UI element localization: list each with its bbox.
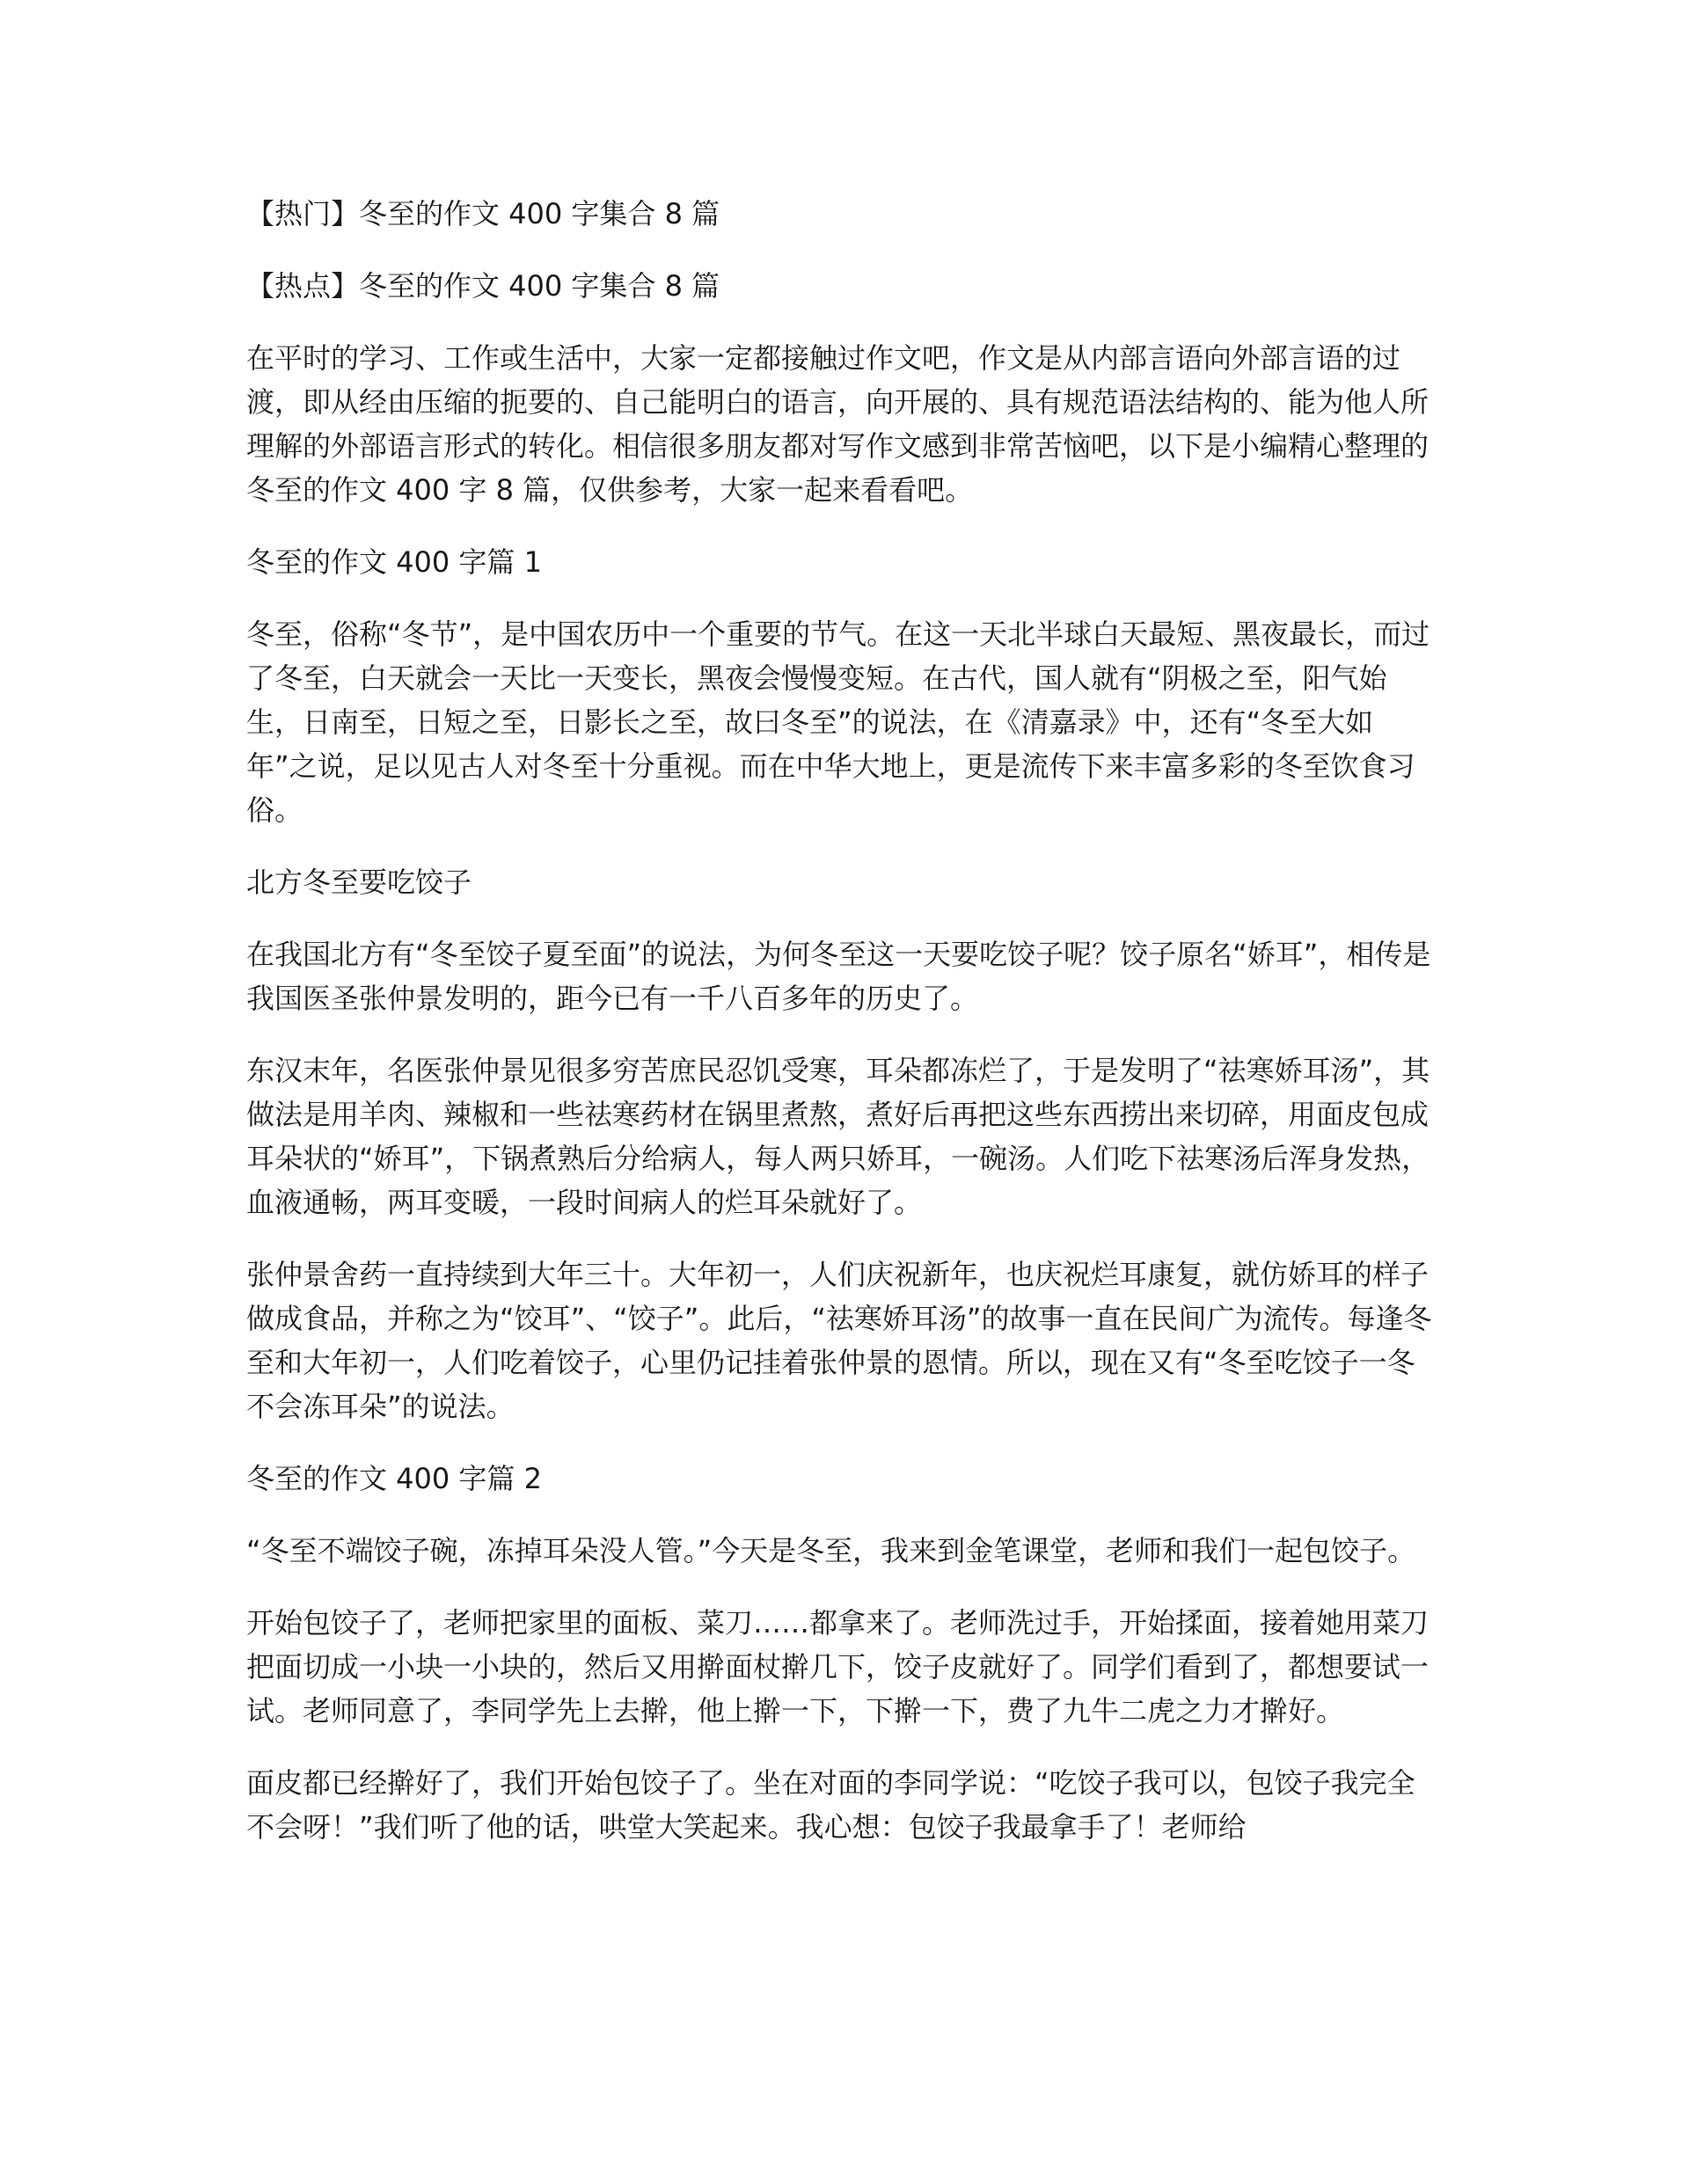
document-title-2: 【热点】冬至的作文 400 字集合 8 篇 [246, 269, 720, 303]
section2-paragraph-2: 开始包饺子了，老师把家里的面板、菜刀……都拿来了。老师洗过手，开始揉面，接着她用菜刀把面切成一小块一小块的，然后又用擀面杖擀几下，饺子皮就好了。同学们看到了，都想要试一试。老师同意了，李同学先上去擀，他上擀一下，下擀一下，费了九牛二虎之力才擀好。 [246, 1606, 1429, 1727]
section-heading-2: 冬至的作文 400 字篇 2 [246, 1462, 542, 1495]
section2-paragraph-3: 面皮都已经擀好了，我们开始包饺子了。坐在对面的李同学说：“吃饺子我可以，包饺子我完全不会呀！”我们听了他的话，哄堂大笑起来。我心想：包饺子我最拿手了！老师给 [246, 1766, 1415, 1844]
section2-paragraph-1: “冬至不端饺子碗，冻掉耳朵没人管。”今天是冬至，我来到金笔课堂，老师和我们一起包饺子。 [246, 1534, 1416, 1567]
section1-subheading: 北方冬至要吃饺子 [246, 866, 472, 899]
section-heading-1: 冬至的作文 400 字篇 1 [246, 545, 542, 579]
section1-paragraph-3: 东汉末年，名医张仲景见很多穷苦庶民忍饥受寒，耳朵都冻烂了，于是发明了“祛寒娇耳汤”，其做法是用羊肉、辣椒和一些祛寒药材在锅里煮熬，煮好后再把这些东西捞出来切碎，用面皮包成耳朵状的“娇耳”，下锅煮熟后分给病人，每人两只娇耳，一碗汤。人们吃下祛寒汤后浑身发热，血液通畅，两耳变暖，一段时间病人的烂耳朵就好了。 [246, 1054, 1430, 1219]
document-body [246, 192, 1434, 1877]
section1-paragraph-4: 张仲景舍药一直持续到大年三十。大年初一，人们庆祝新年，也庆祝烂耳康复，就仿娇耳的样子做成食品，并称之为“饺耳”、“饺子”。此后，“祛寒娇耳汤”的故事一直在民间广为流传。每逢冬至和大年初一，人们吃着饺子，心里仍记挂着张仲景的恩情。所以，现在又有“冬至吃饺子一冬不会冻耳朵”的说法。 [246, 1258, 1432, 1423]
document-title-1: 【热门】冬至的作文 400 字集合 8 篇 [246, 197, 720, 230]
section1-paragraph-1: 冬至，俗称“冬节”，是中国农历中一个重要的节气。在这一天北半球白天最短、黑夜最长，而过了冬至，白天就会一天比一天变长，黑夜会慢慢变短。在古代，国人就有“阴极之至，阳气始生，日南至，日短之至，日影长之至，故曰冬至”的说法，在《清嘉录》中，还有“冬至大如年”之说，足以见古人对冬至十分重视。而在中华大地上，更是流传下来丰富多彩的冬至饮食习俗。 [246, 617, 1430, 827]
intro-paragraph: 在平时的学习、工作或生活中，大家一定都接触过作文吧，作文是从内部言语向外部言语的过渡，即从经由压缩的扼要的、自己能明白的语言，向开展的、具有规范语法结构的、能为他人所理解的外部语言形式的转化。相信很多朋友都对写作文感到非常苦恼吧，以下是小编精心整理的冬至的作文 400 字 8 篇，仅供参考，大家一起来看看吧。 [246, 341, 1429, 507]
section1-paragraph-2: 在我国北方有“冬至饺子夏至面”的说法，为何冬至这一天要吃饺子呢？饺子原名“娇耳”，相传是我国医圣张仲景发明的，距今已有一千八百多年的历史了。 [246, 938, 1431, 1015]
